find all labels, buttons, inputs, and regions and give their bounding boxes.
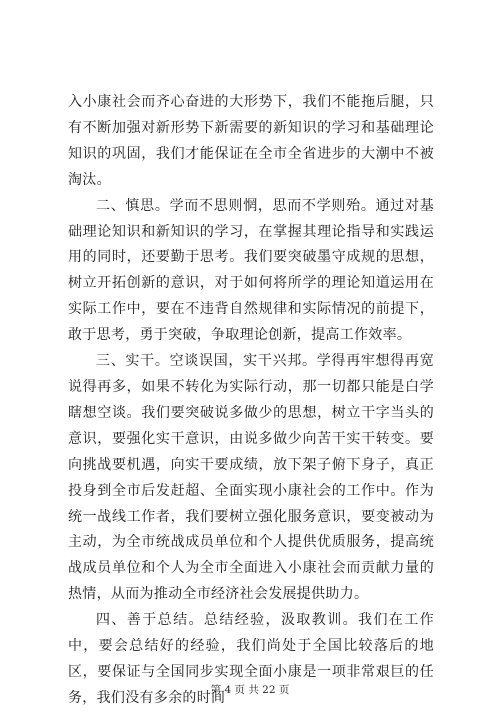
page-number-footer: 第 4 页 共 22 页 bbox=[210, 684, 290, 696]
paragraph-continuation: 入小康社会而齐心奋进的大形势下，我们不能拖后腿，只有不断加强对新形势下新需要的新知识的学习和基础理论知识的巩固，我们才能保证在全市全省进步的大潮中不被淘汰。 bbox=[68, 94, 434, 188]
paragraph-zongjie: 四、善于总结。总结经验，汲取教训。我们在工作中，要会总结好的经验，我们尚处于全国比较落后的地区，要保证与全国同步实现全面小康是一项非常艰巨的任务，我们没有多余的时间 bbox=[68, 612, 434, 706]
paragraph-shigan: 三、实干。空谈误国，实干兴邦。学得再牢想得再宽说得再多，如果不转化为实际行动，那一切都只能是白学瞎想空谈。我们要突破说多做少的思想，树立干字当头的意识，要强化实干意识，由说多做少向苦干实干转变。要向挑战要机遇，向实干要成绩，放下架子俯下身子，真正投身到全市后发赶超、全面实现小康社会的工作中。作为统一战线工作者，我们要树立强化服务意识，要变被动为主动，为全市统战成员单位和个人提供优质服务，提高统战成员单位和个人为全市全面进入小康社会而贡献力量的热情，从而为推动全市经济社会发展提供助力。 bbox=[68, 353, 434, 603]
paragraph-shensi: 二、慎思。学而不思则惘，思而不学则殆。通过对基础理论知识和新知识的学习，在掌握其理论指导和实践运用的同时，还要勤于思考。我们要突破墨守成规的思想，树立开拓创新的意识，对于如何将所学的理论知道运用在实际工作中，要在不违背自然规律和实际情况的前提下，敢于思考，勇于突破，争取理论创新，提高工作效率。 bbox=[68, 197, 434, 344]
document-body bbox=[68, 90, 434, 712]
